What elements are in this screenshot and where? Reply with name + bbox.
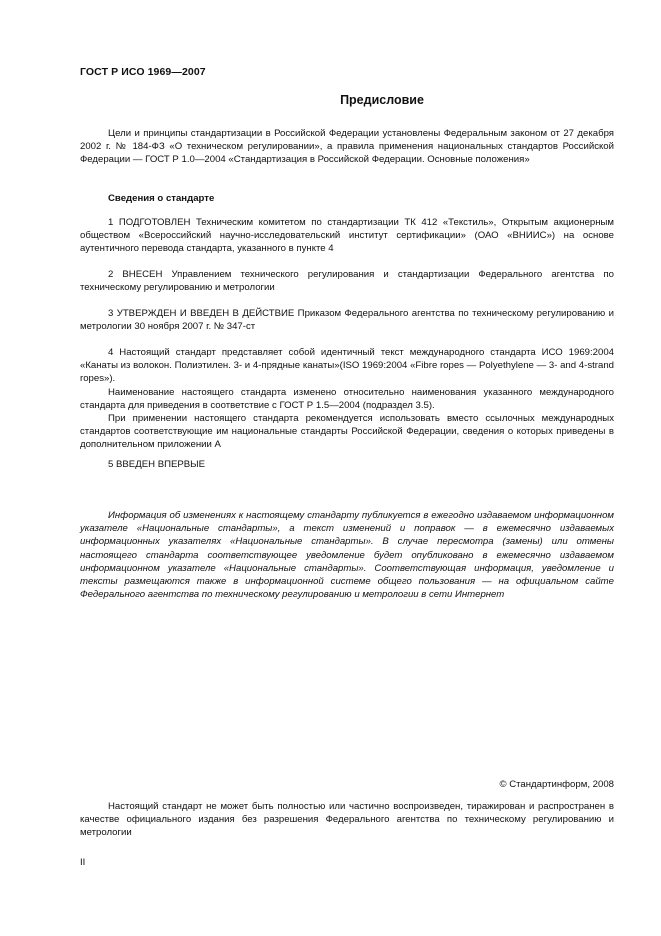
- item-3: [80, 307, 614, 333]
- reproduction-block: [80, 800, 614, 840]
- item-4-paragraph-2: Наименование настоящего стандарта изменено относительно наименования указанного международного стандарта для приведения в соответствие с ГОСТ Р 1.5—2004 (подраздел 3.5).: [80, 386, 614, 411]
- notice-paragraph: Информация об изменениях к настоящему стандарту публикуется в ежегодно издаваемом информационном указателе «Национальные стандарты», а текст изменений и поправок — в ежемесячно издаваемых информационных указателях «Национальные стандарты». В случае пересмотра (замены) или отмены настоящего стандарта соответствующее уведомление будет опубликовано в ежемесячно издаваемом информационном указателе «Национальные стандарты». Соответствующая информация, уведомление и тексты размещаются также в информационной системе общего пользования — на официальном сайте Федерального агентства по техническому регулированию и метрологии в сети Интернет: [80, 510, 614, 601]
- intro-block: [80, 127, 614, 167]
- document-id: ГОСТ Р ИСО 1969—2007: [80, 66, 206, 78]
- page-title: Предисловие: [340, 93, 424, 107]
- section-heading-text: Сведения о стандарте: [108, 193, 215, 204]
- item-4: [80, 346, 614, 452]
- item-4-paragraph-1: 4 Настоящий стандарт представляет собой идентичный текст международного стандарта ИСО 1969:2004 «Канаты из волокон. Полиэтилен. 3- и 4-прядные канаты»(ISO 1969:2004 «Fibre ropes — Polyethylene — 3- and 4-strand ropes»).: [80, 347, 614, 385]
- page-number: II: [80, 857, 86, 868]
- item-5-text: 5 ВВЕДЕН ВПЕРВЫЕ: [108, 459, 206, 470]
- item-2: [80, 268, 614, 294]
- notice-block: [80, 509, 614, 601]
- item-5: [80, 458, 614, 471]
- copyright: © Стандартинформ, 2008: [499, 779, 614, 790]
- item-2-text: 2 ВНЕСЕН Управлением технического регулирования и стандартизации Федерального агентства по техническому регулированию и метрологии: [80, 269, 614, 294]
- intro-paragraph: Цели и принципы стандартизации в Российской Федерации установлены Федеральным законом от 27 декабря 2002 г. № 184-ФЗ «О техническом регулировании», а правила применения национальных стандартов Российской Федерации — ГОСТ Р 1.0—2004 «Стандартизация в Российской Федерации. Основные положения»: [80, 128, 614, 166]
- item-4-paragraph-3: При применении настоящего стандарта рекомендуется использовать вместо ссылочных международных стандартов соответствующие им национальные стандарты Российской Федерации, сведения о которых приведены в дополнительном приложении А: [80, 413, 614, 451]
- item-3-text: 3 УТВЕРЖДЕН И ВВЕДЕН В ДЕЙСТВИЕ Приказом Федерального агентства по техническому регулированию и метрологии 30 ноября 2007 г. № 347-ст: [80, 308, 614, 333]
- section-heading: [80, 192, 614, 205]
- reproduction-notice: Настоящий стандарт не может быть полностью или частично воспроизведен, тиражирован и распространен в качестве официального издания без разрешения Федерального агентства по техническому регулированию и метрологии: [80, 801, 614, 839]
- item-1-text: 1 ПОДГОТОВЛЕН Техническим комитетом по стандартизации ТК 412 «Текстиль», Открытым акционерным обществом «Всероссийский научно-исследовательский институт сертификации» (ОАО «ВНИИС») на основе аутентичного перевода стандарта, указанного в пункте 4: [80, 217, 614, 255]
- page-title-wrap: [80, 94, 614, 107]
- item-1: [80, 216, 614, 256]
